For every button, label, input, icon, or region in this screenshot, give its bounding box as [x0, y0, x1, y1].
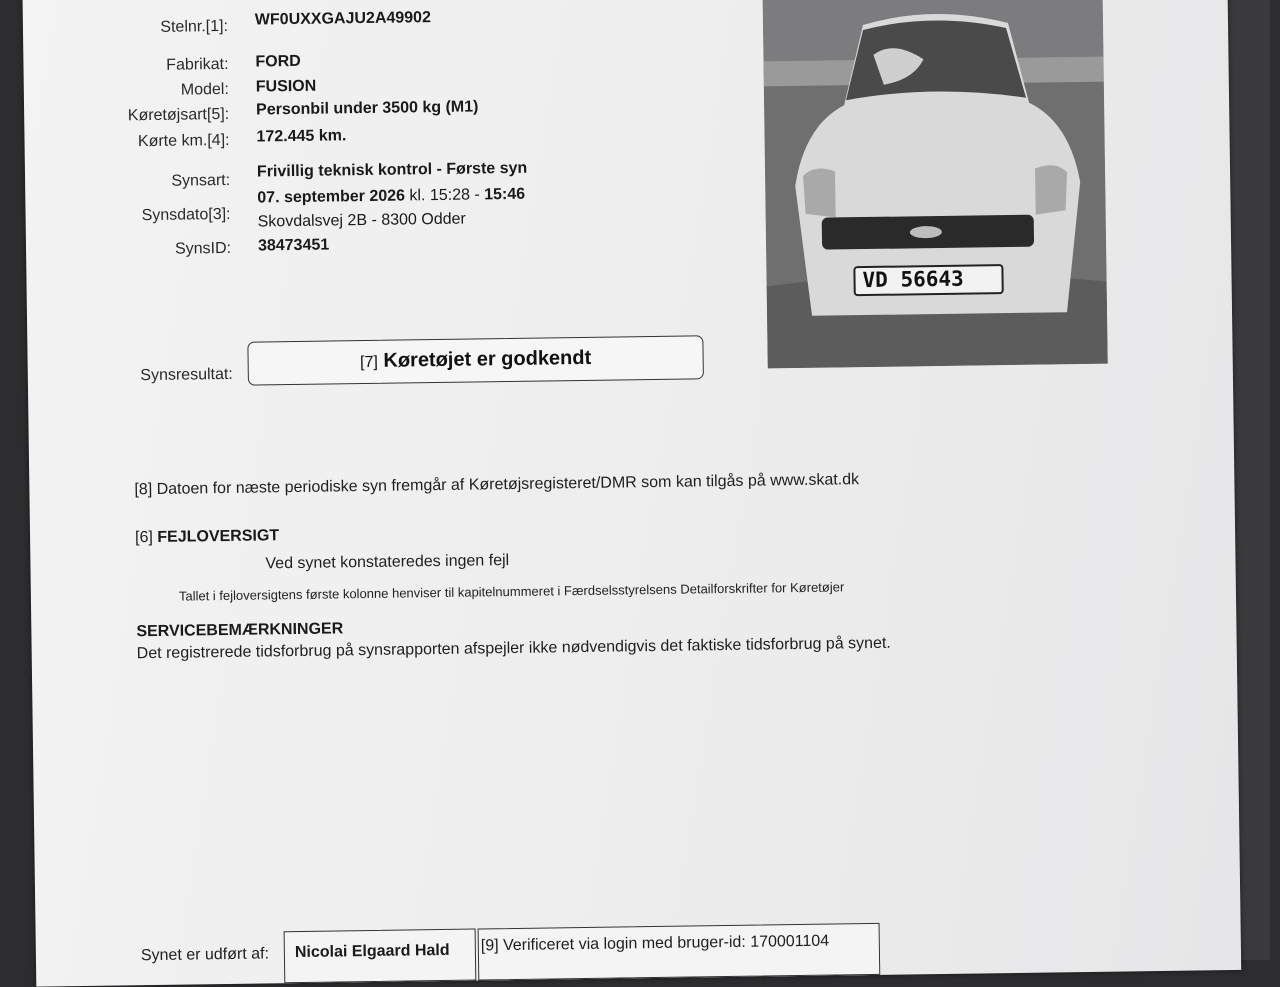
inspection-report-page — [23, 0, 1242, 987]
inspector-name: Nicolai Elgaard Hald — [294, 941, 450, 962]
result-box — [247, 335, 704, 385]
stelnr-label: Stelnr.[1]: — [160, 17, 229, 36]
fejl-footnote: Tallet i fejloversigtens første kolonne henviser til kapitelnummeret i Færdselsstyrelsens Detailforskrifter for Køretøjer — [178, 579, 845, 604]
synsresultat-label: Synsresultat: — [140, 365, 233, 385]
fabrikat-label: Fabrikat: — [166, 55, 229, 74]
synsdato-time-start: 15:28 — [429, 186, 471, 205]
fejloversigt-heading — [135, 527, 279, 547]
synsdato-kl: kl. — [409, 187, 426, 205]
inspector-name-box — [284, 929, 477, 984]
synsdato-label: Synsdato[3]: — [141, 205, 231, 225]
performed-by-label: Synet er udført af: — [140, 945, 270, 965]
koretojsart-label: Køretøjsart[5]: — [127, 105, 230, 125]
fejl-text: Ved synet konstateredes ingen fejl — [265, 552, 510, 573]
service-heading: SERVICEBEMÆRKNINGER — [136, 620, 344, 641]
synsart-value: Frivillig teknisk kontrol - Første syn — [256, 159, 528, 181]
synsart-label: Synsart: — [171, 171, 231, 190]
stelnr-value: WF0UXXGAJU2A49902 — [254, 9, 432, 29]
next-inspection-note: [8] Datoen for næste periodiske syn fremgår af Køretøjsregisteret/DMR som kan tilgås på www.skat.dk — [134, 471, 860, 499]
result-status: Køretøjet er godkendt — [383, 346, 592, 372]
fabrikat-value: FORD — [255, 52, 301, 71]
model-value: FUSION — [255, 77, 317, 96]
model-label: Model: — [180, 80, 229, 99]
car-photo-drawing — [762, 0, 1107, 368]
km-value: 172.445 km. — [256, 127, 347, 146]
license-plate: VD 56643 — [862, 266, 964, 293]
synsdato-time-end: 15:46 — [484, 185, 526, 204]
car-photo — [762, 0, 1107, 368]
fejl-heading: FEJLOVERSIGT — [157, 527, 280, 546]
synsid-label: SynsID: — [174, 239, 232, 258]
result-text — [248, 345, 702, 374]
inspection-address: Skovdalsvej 2B - 8300 Odder — [257, 210, 466, 231]
synsid-value: 38473451 — [257, 236, 330, 255]
verified-text: [9] Verificeret via login med bruger-id: 170001104 — [480, 932, 830, 955]
fejl-code: [6] — [134, 529, 153, 547]
koretojsart-value: Personbil under 3500 kg (M1) — [256, 98, 479, 119]
synsdato-date: 07. september 2026 — [257, 187, 406, 207]
km-label: Kørte km.[4]: — [137, 131, 230, 151]
verified-box — [478, 923, 881, 981]
service-text: Det registrerede tidsforbrug på synsrapporten afspejler ikke nødvendigvis det faktiske tidsforbrug på synet. — [136, 634, 891, 663]
result-code: [7] — [359, 353, 378, 372]
synsdato-value: 07. september 2026 kl. 15:28 - 15:46 — [257, 185, 526, 207]
